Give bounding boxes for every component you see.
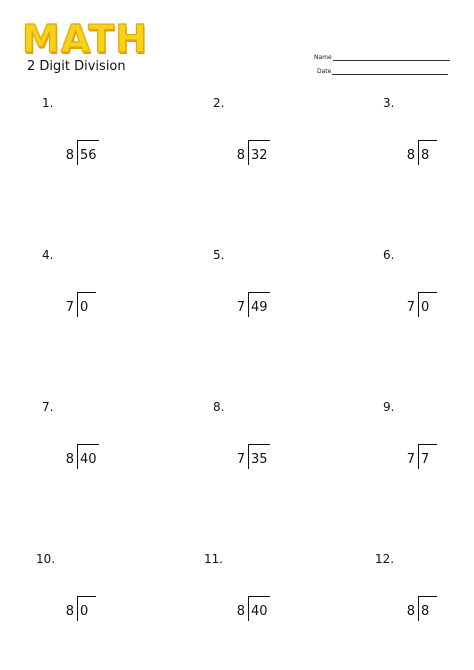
divisor: 8	[236, 604, 245, 619]
dividend-bracket: 49	[248, 292, 270, 317]
problem-number: 4.	[42, 248, 54, 262]
date-field	[317, 68, 448, 75]
problem-11	[204, 552, 324, 642]
problem-5	[213, 248, 333, 338]
problem-7	[42, 400, 162, 490]
divisor: 8	[406, 604, 415, 619]
problem-10	[36, 552, 156, 642]
problem-number: 8.	[213, 400, 225, 414]
date-label: Date	[317, 68, 332, 75]
dividend-bracket: 35	[248, 444, 270, 469]
divisor: 7	[236, 452, 245, 467]
name-field	[314, 54, 450, 61]
problem-number: 1.	[42, 96, 54, 110]
dividend-bracket: 7	[418, 444, 437, 469]
dividend-bracket: 0	[77, 292, 96, 317]
problem-9	[383, 400, 474, 490]
divisor: 8	[65, 604, 74, 619]
problem-6	[383, 248, 474, 338]
dividend-bracket: 40	[248, 596, 270, 621]
problem-number: 7.	[42, 400, 54, 414]
date-line	[332, 68, 448, 75]
dividend-bracket: 0	[77, 596, 96, 621]
dividend-bracket: 8	[418, 596, 437, 621]
worksheet-subtitle: 2 Digit Division	[27, 59, 126, 74]
divisor: 7	[406, 452, 415, 467]
problem-number: 9.	[383, 400, 395, 414]
problem-number: 5.	[213, 248, 225, 262]
dividend-bracket: 8	[418, 140, 437, 165]
problem-12	[375, 552, 474, 642]
problem-number: 3.	[383, 96, 395, 110]
worksheet-title: MATH	[22, 17, 148, 61]
divisor: 7	[406, 300, 415, 315]
divisor: 8	[65, 452, 74, 467]
dividend-bracket: 40	[77, 444, 99, 469]
problem-number: 2.	[213, 96, 225, 110]
dividend-bracket: 32	[248, 140, 270, 165]
problem-number: 10.	[36, 552, 56, 566]
problem-number: 6.	[383, 248, 395, 262]
name-label: Name	[314, 54, 332, 61]
problem-4	[42, 248, 162, 338]
divisor: 8	[236, 148, 245, 163]
name-line	[333, 54, 450, 61]
divisor: 8	[65, 148, 74, 163]
divisor: 7	[65, 300, 74, 315]
problem-2	[213, 96, 333, 186]
problem-number: 12.	[375, 552, 395, 566]
divisor: 8	[406, 148, 415, 163]
divisor: 7	[236, 300, 245, 315]
dividend-bracket: 0	[418, 292, 437, 317]
dividend-bracket: 56	[77, 140, 99, 165]
problem-number: 11.	[204, 552, 224, 566]
problem-3	[383, 96, 474, 186]
problem-8	[213, 400, 333, 490]
problem-1	[42, 96, 162, 186]
